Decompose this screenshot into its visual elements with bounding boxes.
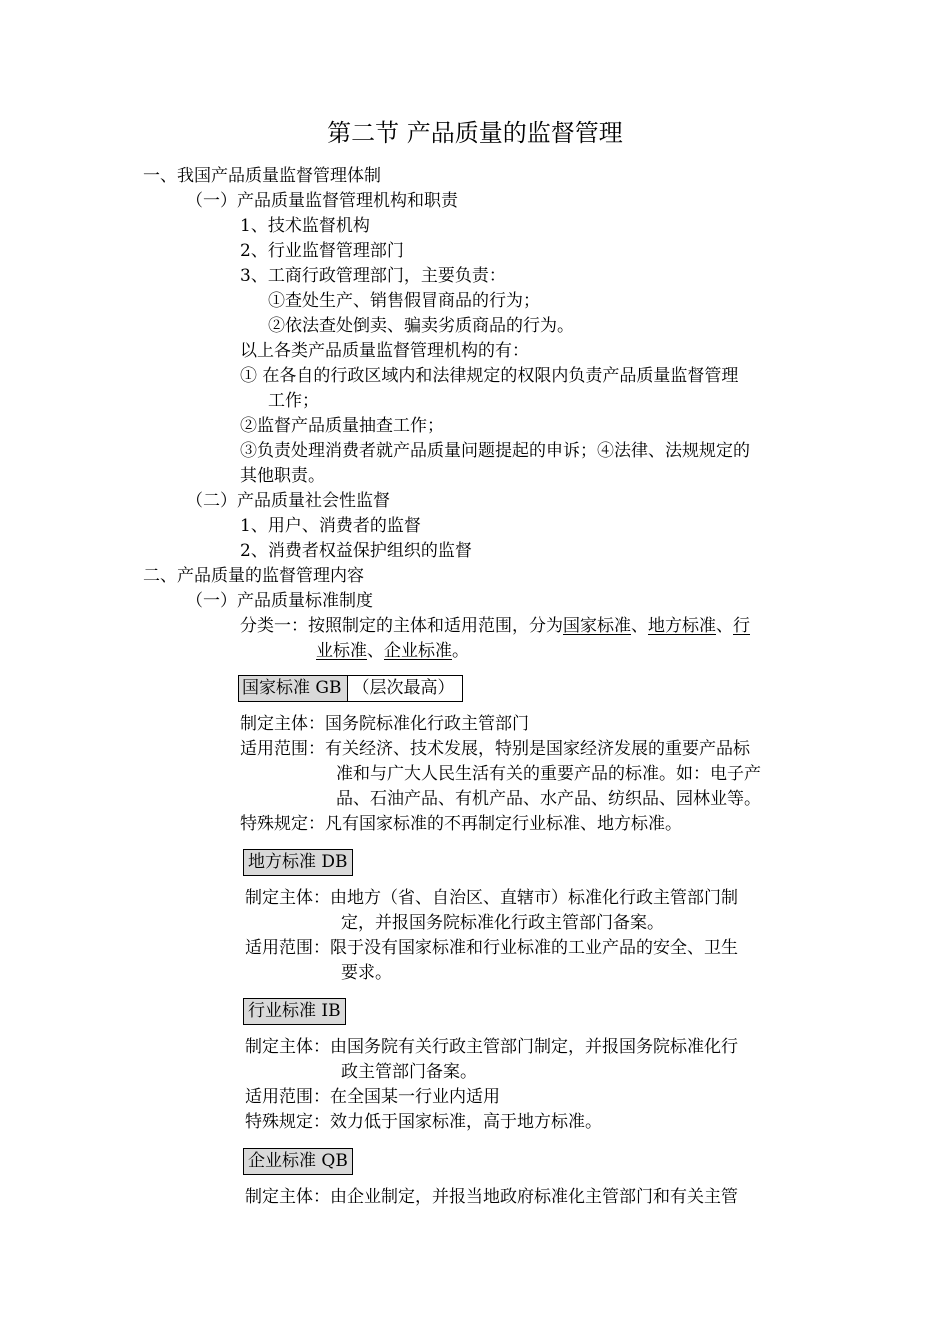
paragraph: ②监督产品质量抽查工作； <box>240 416 444 436</box>
section-2-heading: 二、产品质量的监督管理内容 <box>143 566 364 586</box>
classification-line-cont <box>316 639 469 664</box>
local-standard-label: 地方标准 DB <box>243 849 353 876</box>
qb-line: 制定主体：由企业制定，并报当地政府标准化主管部门和有关主管 <box>245 1187 738 1207</box>
industry-standard-term-start: 行 <box>733 616 750 636</box>
industry-standard-term-end: 业标准 <box>316 641 367 661</box>
ib-line: 适用范围：在全国某一行业内适用 <box>245 1087 500 1107</box>
list-item: 3、工商行政管理部门，主要负责： <box>240 266 506 286</box>
national-standard-note: （层次最高） <box>352 678 455 698</box>
db-line: 制定主体：由地方（省、自治区、直辖市）标准化行政主管部门制 <box>245 888 738 908</box>
national-standard-label: 国家标准 GB <box>239 676 348 701</box>
gb-line: 适用范围：有关经济、技术发展，特别是国家经济发展的重要产品标 <box>240 739 750 759</box>
enterprise-standard-term: 企业标准 <box>384 641 452 661</box>
period: 。 <box>452 641 469 661</box>
list-item: 2、消费者权益保护组织的监督 <box>240 541 472 561</box>
classification-prefix: 分类一：按照制定的主体和适用范围，分为 <box>240 616 563 636</box>
list-item: 1、用户、消费者的监督 <box>240 516 421 536</box>
paragraph: ① 在各自的行政区域内和法律规定的权限内负责产品质量监督管理 <box>240 366 739 386</box>
gb-line: 品、石油产品、有机产品、水产品、纺织品、园林业等。 <box>336 789 761 809</box>
ib-line: 政主管部门备案。 <box>341 1062 477 1082</box>
db-line: 适用范围：限于没有国家标准和行业标准的工业产品的安全、卫生 <box>245 938 738 958</box>
list-item: ②依法查处倒卖、骗卖劣质商品的行为。 <box>268 316 574 336</box>
national-standard-label-box <box>238 675 463 702</box>
gb-line: 特殊规定：凡有国家标准的不再制定行业标准、地方标准。 <box>240 814 682 834</box>
paragraph: 工作； <box>268 391 319 411</box>
paragraph: ③负责处理消费者就产品质量问题提起的申诉；④法律、法规规定的 <box>240 441 750 461</box>
paragraph: 其他职责。 <box>240 466 325 486</box>
list-item: 2、行业监督管理部门 <box>240 241 404 261</box>
section-1-sub-1: （一）产品质量监督管理机构和职责 <box>186 191 458 211</box>
section-2-sub-1: （一）产品质量标准制度 <box>186 591 373 611</box>
national-standard-term: 国家标准 <box>563 616 631 636</box>
db-line: 定，并报国务院标准化行政主管部门备案。 <box>341 913 664 933</box>
classification-line <box>240 614 750 639</box>
gb-line: 制定主体：国务院标准化行政主管部门 <box>240 714 529 734</box>
db-line: 要求。 <box>341 963 392 983</box>
enterprise-standard-label: 企业标准 QB <box>243 1148 353 1175</box>
industry-standard-label: 行业标准 IB <box>243 998 346 1025</box>
separator: 、 <box>367 641 384 661</box>
gb-line: 准和与广大人民生活有关的重要产品的标准。如：电子产 <box>336 764 761 784</box>
local-standard-term: 地方标准 <box>648 616 716 636</box>
paragraph: 以上各类产品质量监督管理机构的有： <box>240 341 529 361</box>
ib-line: 特殊规定：效力低于国家标准，高于地方标准。 <box>245 1112 602 1132</box>
section-1-heading: 一、我国产品质量监督管理体制 <box>143 166 381 186</box>
page-title: 第二节 产品质量的监督管理 <box>327 119 623 147</box>
section-1-sub-2: （二）产品质量社会性监督 <box>186 491 390 511</box>
separator: 、 <box>631 616 648 636</box>
list-item: ①查处生产、销售假冒商品的行为； <box>268 291 540 311</box>
list-item: 1、技术监督机构 <box>240 216 370 236</box>
ib-line: 制定主体：由国务院有关行政主管部门制定，并报国务院标准化行 <box>245 1037 738 1057</box>
separator: 、 <box>716 616 733 636</box>
